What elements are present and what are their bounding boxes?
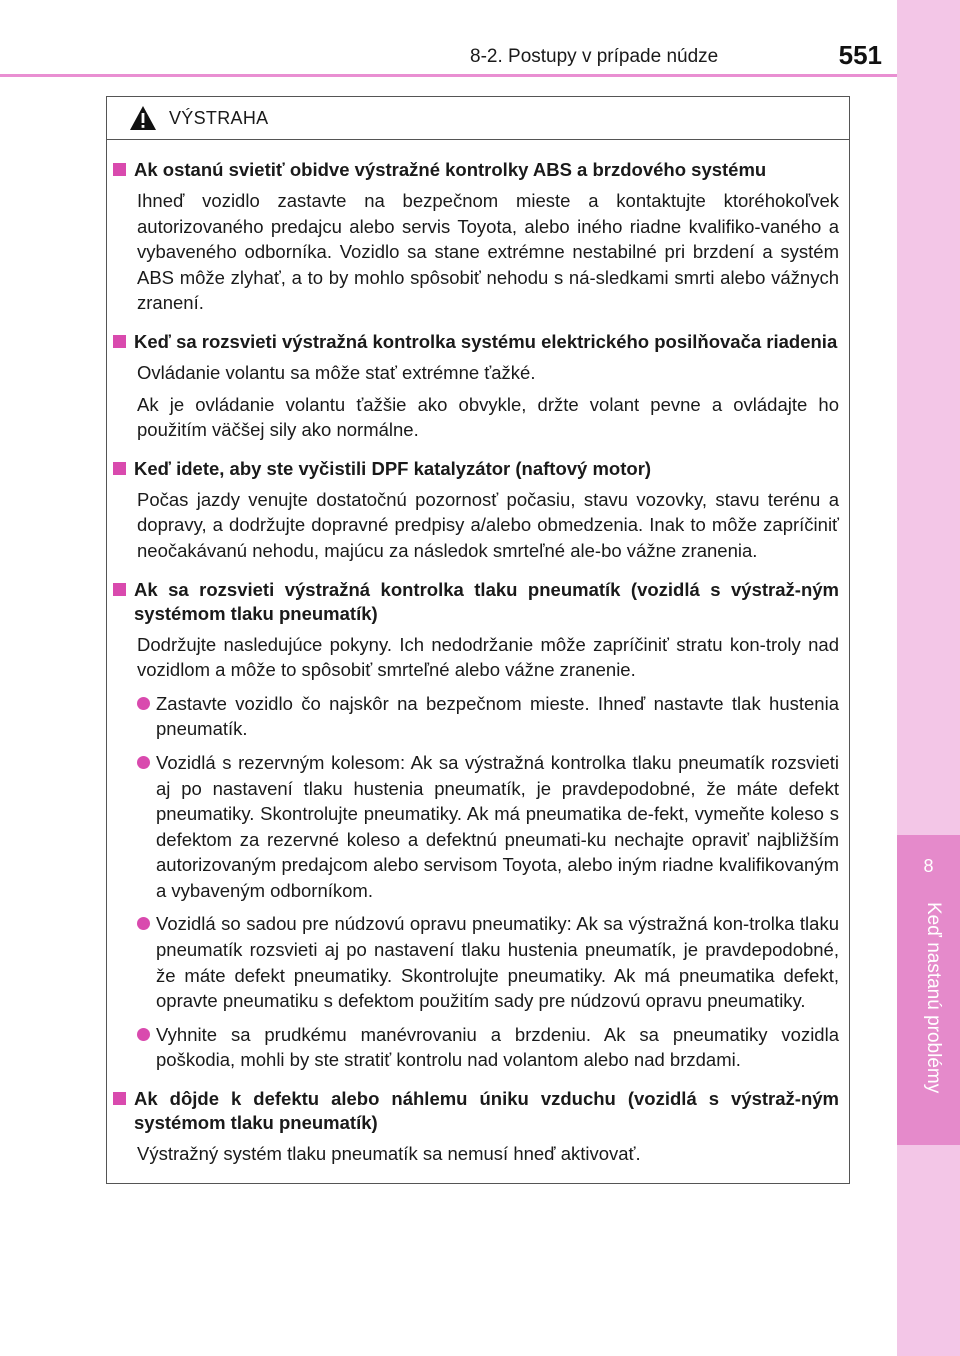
- chapter-tab-number: 8: [923, 856, 934, 876]
- bullet-item: [137, 691, 839, 742]
- warning-box: [106, 96, 850, 1184]
- bullet-text: Vozidlá s rezervným kolesom: Ak sa výstražná kontrolka tlaku pneumatík rozsvieti aj po nastavení tlaku hustenia pneumatík, je pravdepodobné, že máte defekt pneumatiky. Skontrolujte pneumatiky. Ak má pneumatika de-fekt, vymeňte koleso s defektom za rezervné koleso a defektnú pneumati-ku nechajte opraviť najbližším autorizovaným predajcom alebo servisom Toyota, alebo iným riadne kvalifikovaným a vybaveným odborníkom.: [156, 751, 839, 901]
- section-paragraph: Ak je ovládanie volantu ťažšie ako obvykle, držte volant pevne a ovládajte ho použitím väčšej sily ako normálne.: [137, 393, 839, 441]
- section-heading-text: Keď sa rozsvieti výstražná kontrolka systému elektrického posilňovača riadenia: [134, 330, 838, 352]
- warning-section: [113, 572, 839, 1074]
- warning-section: [113, 1081, 839, 1167]
- bullet-item: [137, 1022, 839, 1073]
- square-bullet-icon: [113, 1092, 126, 1105]
- warning-body: [107, 140, 849, 1167]
- page-number: 551: [838, 40, 882, 70]
- section-paragraph: Dodržujte nasledujúce pokyny. Ich nedodržanie môže zapríčiniť stratu kon-troly nad vozidlom a môže to spôsobiť smrteľné alebo vážne zranenie.: [137, 633, 839, 681]
- section-heading-text: Keď idete, aby ste vyčistili DPF katalyzátor (naftový motor): [134, 457, 652, 479]
- square-bullet-icon: [113, 583, 126, 596]
- warning-section: [113, 324, 839, 443]
- warning-triangle-icon: [129, 105, 157, 131]
- square-bullet-icon: [113, 462, 126, 475]
- side-strip: [897, 0, 960, 1356]
- section-heading-text: Ak sa rozsvieti výstražná kontrolka tlaku pneumatík (vozidlá s výstraž-ným systémom tlaku pneumatík): [134, 578, 839, 624]
- header-rule: [0, 74, 897, 77]
- bullet-text: Zastavte vozidlo čo najskôr na bezpečnom mieste. Ihneď nastavte tlak hustenia pneumatík.: [156, 692, 839, 740]
- round-bullet-icon: [137, 1028, 150, 1041]
- bullet-item: [137, 911, 839, 1013]
- square-bullet-icon: [113, 335, 126, 348]
- round-bullet-icon: [137, 917, 150, 930]
- section-heading: [113, 324, 839, 354]
- round-bullet-icon: [137, 756, 150, 769]
- warning-title: VÝSTRAHA: [169, 108, 269, 128]
- bullet-text: Vozidlá so sadou pre núdzovú opravu pneumatiky: Ak sa výstražná kon-trolka tlaku pneumatík rozsvieti aj po nastavení tlaku hustenia pneumatík, je pravdepodobné, že máte defekt pneumatiky. Skontrolujte pneumatiky. Ak má pneumatika defekt, opravte pneumatiku s defektom použitím sady pre núdzovú opravu pneumatiky.: [156, 913, 839, 1012]
- bullet-item: [137, 750, 839, 904]
- section-heading: [113, 451, 839, 481]
- square-bullet-icon: [113, 163, 126, 176]
- section-title: 8-2. Postupy v prípade núdze: [470, 46, 719, 67]
- section-heading: [113, 1081, 839, 1135]
- section-paragraph: Ihneď vozidlo zastavte na bezpečnom mieste a kontaktujte ktoréhokoľvek autorizovaného predajcu alebo servis Toyota, alebo iného riadne kvalifiko-vaného a vybaveného odborníka. Vozidlo sa stane extrémne nestabilné pri brzdení a systém ABS môže zlyhať, a to by mohlo spôsobiť nehodu s ná-sledkami smrti alebo vážnych zranení.: [137, 190, 839, 314]
- section-heading-text: Ak dôjde k defektu alebo náhlemu úniku vzduchu (vozidlá s výstraž-ným systémom tlaku pneumatík): [134, 1088, 839, 1134]
- warning-header: [107, 97, 849, 140]
- warning-section: [113, 152, 839, 316]
- section-heading: [113, 152, 839, 182]
- round-bullet-icon: [137, 697, 150, 710]
- section-paragraph: Ovládanie volantu sa môže stať extrémne ťažké.: [137, 361, 536, 383]
- section-heading-text: Ak ostanú svietiť obidve výstražné kontrolky ABS a brzdového systému: [134, 159, 767, 180]
- section-heading: [113, 572, 839, 626]
- bullet-text: Vyhnite sa prudkému manévrovaniu a brzdeniu. Ak sa pneumatiky vozidla poškodia, mohli by ste stratiť kontrolu nad volantom alebo nad brzdami.: [156, 1023, 839, 1071]
- section-paragraph: Počas jazdy venujte dostatočnú pozornosť počasiu, stavu vozovky, stavu terénu a dopravy, a dodržujte dopravné predpisy a/alebo obmedzenia. Inak to môže zapríčiniť neočakávanú nehodu, majúcu za následok smrteľné ale-bo vážne zranenia.: [137, 488, 839, 561]
- section-paragraph: Výstražný systém tlaku pneumatík sa nemusí hneď aktivovať.: [137, 1143, 641, 1165]
- chapter-tab-label: Keď nastanú problémy: [923, 902, 944, 1094]
- warning-section: [113, 451, 839, 564]
